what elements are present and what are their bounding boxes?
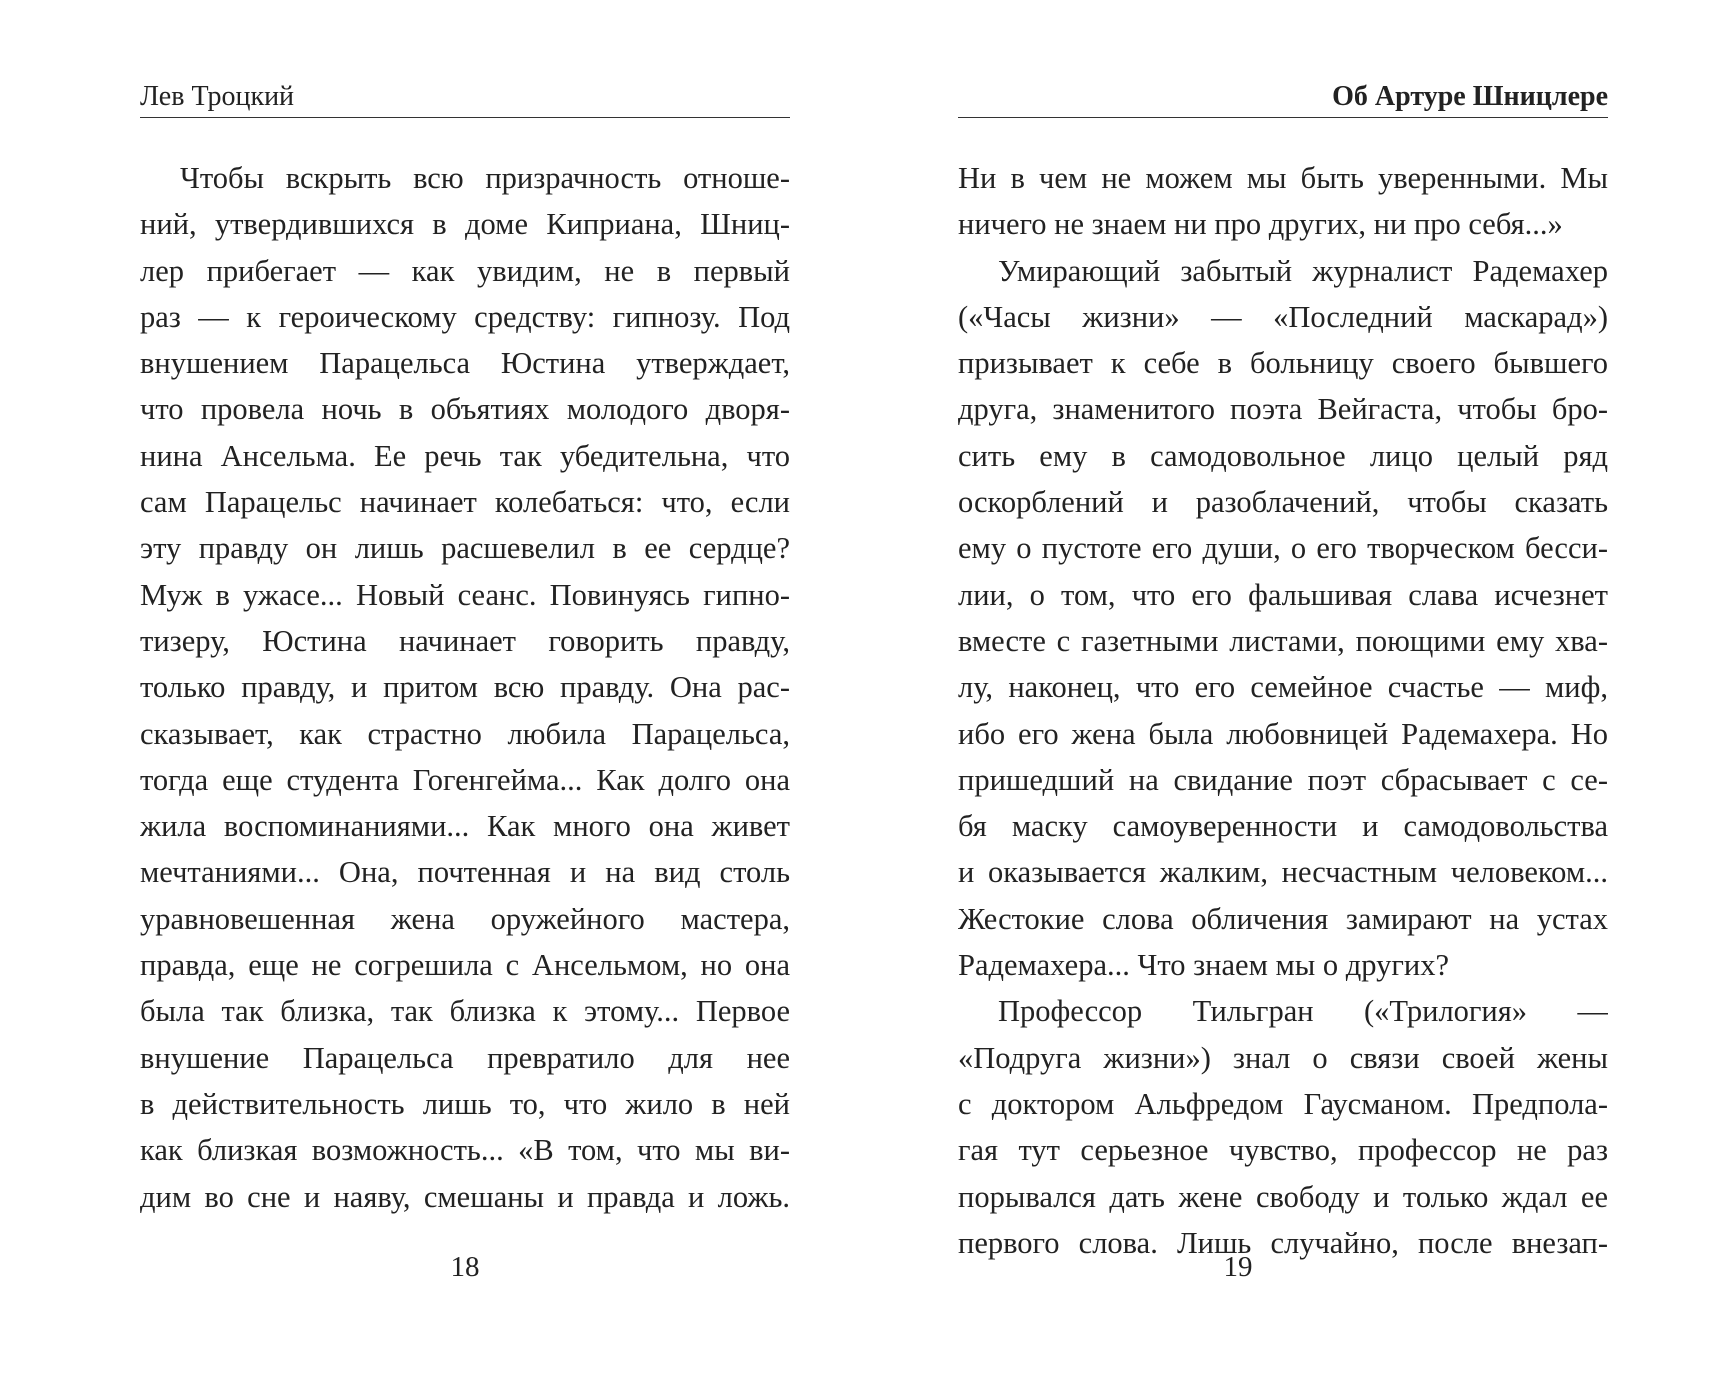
text-line: тизеру, Юстина начинает говорить правду,	[140, 623, 790, 658]
right-page-text	[958, 155, 1608, 1266]
text-line: эту правду он лишь расшевелил в ее сердце?	[140, 531, 790, 566]
text-line: только правду, и притом всю правду. Она рас-	[140, 670, 790, 705]
running-head-author: Лев Троцкий	[140, 80, 790, 118]
text-line: Чтобы вскрыть всю призрачность отноше-	[180, 161, 790, 195]
text-line: первого слова. Лишь случайно, после внезап-	[958, 1225, 1608, 1260]
text-line: как близкая возможность... «В том, что мы ви-	[140, 1133, 790, 1168]
text-line: нина Ансельма. Ее речь так убедительна, что	[140, 438, 790, 473]
text-line: жила воспоминаниями... Как много она живет	[140, 809, 790, 844]
text-line: ибо его жена была любовницей Радемахера. Но	[958, 716, 1608, 751]
text-line: Радемахера... Что знаем мы о других?	[958, 948, 1450, 983]
text-line: уравновешенная жена оружейного мастера,	[140, 901, 790, 936]
text-line: ему о пустоте его души, о его творческом бесси-	[958, 531, 1608, 566]
text-line: вместе с газетными листами, поющими ему хва-	[958, 623, 1608, 658]
text-line: раз — к героическому средству: гипнозу. Под	[140, 299, 790, 334]
running-head-title: Об Артуре Шницлере	[958, 80, 1608, 118]
text-line: Профессор Тильгран («Трилогия» —	[998, 994, 1608, 1029]
text-line: лер прибегает — как увидим, не в первый	[140, 253, 790, 288]
page-number-right: 19	[1223, 1251, 1253, 1283]
text-line: сказывает, как страстно любила Парацельса,	[140, 716, 790, 751]
text-line: Ни в чем не можем мы быть уверенными. Мы	[958, 161, 1608, 195]
text-line: дим во сне и наяву, смешаны и правда и ложь.	[140, 1179, 790, 1214]
text-line: бя маску самоуверенности и самодовольства	[958, 809, 1608, 844]
text-line: гая тут серьезное чувство, профессор не раз	[958, 1133, 1608, 1168]
text-line: мечтаниями... Она, почтенная и на вид столь	[140, 855, 790, 890]
text-line: в действительность лишь то, что жило в ней	[140, 1086, 790, 1121]
text-line: («Часы жизни» — «Последний маскарад»)	[958, 299, 1608, 334]
left-page-text	[140, 155, 790, 1220]
text-line: и оказывается жалким, несчастным человеком...	[958, 855, 1608, 890]
page-number-left: 18	[450, 1251, 480, 1283]
text-line: ничего не знаем ни про других, ни про себя...»	[958, 207, 1563, 242]
text-line: пришедший на свидание поэт сбрасывает с се-	[958, 762, 1608, 797]
text-line: тогда еще студента Гогенгейма... Как долго она	[140, 762, 790, 797]
text-line: лу, наконец, что его семейное счастье — миф,	[958, 670, 1608, 705]
text-line: внушение Парацельса превратило для нее	[140, 1040, 790, 1075]
text-line: ний, утвердившихся в доме Киприана, Шниц-	[140, 207, 790, 242]
text-line: порывался дать жене свободу и только ждал ее	[958, 1179, 1608, 1214]
text-line: сам Парацельс начинает колебаться: что, если	[140, 485, 790, 520]
text-line: друга, знаменитого поэта Вейгаста, чтобы бро-	[958, 392, 1608, 427]
text-line: что провела ночь в объятиях молодого дворя-	[140, 392, 790, 427]
text-line: лии, о том, что его фальшивая слава исчезнет	[958, 577, 1608, 612]
text-line: правда, еще не согрешила с Ансельмом, но она	[140, 948, 790, 983]
text-line: была так близка, так близка к этому... Первое	[140, 994, 790, 1029]
text-line: Умирающий забытый журналист Радемахер	[998, 253, 1608, 288]
text-line: призывает к себе в больницу своего бывшего	[958, 346, 1608, 381]
text-line: с доктором Альфредом Гаусманом. Предпола-	[958, 1086, 1608, 1121]
text-line: внушением Парацельса Юстина утверждает,	[140, 346, 790, 381]
text-line: Жестокие слова обличения замирают на устах	[958, 901, 1608, 936]
left-page	[140, 0, 790, 1394]
text-line: оскорблений и разоблачений, чтобы сказать	[958, 485, 1608, 520]
text-line: «Подруга жизни») знал о связи своей жены	[958, 1040, 1608, 1075]
text-line: сить ему в самодовольное лицо целый ряд	[958, 438, 1608, 473]
text-line: Муж в ужасе... Новый сеанс. Повинуясь гипно-	[140, 577, 790, 612]
right-page	[958, 0, 1608, 1394]
